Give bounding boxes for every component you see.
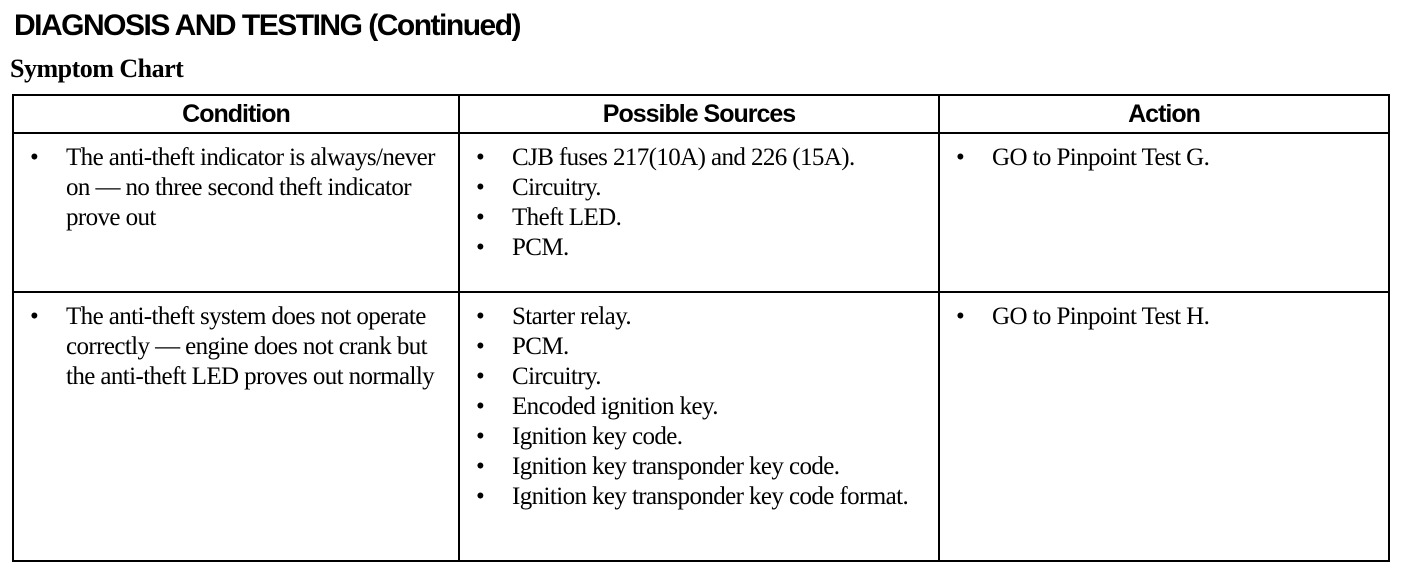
list-item: • Circuitry. bbox=[468, 173, 932, 203]
symptom-chart-table bbox=[12, 94, 1390, 562]
list-item: • Encoded ignition key. bbox=[468, 392, 932, 422]
symptom-chart-title: Symptom Chart bbox=[10, 54, 184, 83]
possible-sources-list bbox=[468, 302, 932, 512]
possible-sources-list bbox=[468, 143, 932, 263]
list-item: • Starter relay. bbox=[468, 302, 932, 332]
possible-sources-cell bbox=[459, 292, 939, 561]
list-item: • Ignition key code. bbox=[468, 422, 932, 452]
action-cell bbox=[939, 292, 1389, 561]
list-item: • Theft LED. bbox=[468, 203, 932, 233]
action-text: • GO to Pinpoint Test H. bbox=[948, 302, 1382, 332]
condition-cell bbox=[13, 133, 459, 292]
column-header-action: Action bbox=[939, 95, 1389, 133]
section-title: DIAGNOSIS AND TESTING (Continued) bbox=[14, 9, 521, 42]
list-item: • PCM. bbox=[468, 332, 932, 362]
list-item: • Ignition key transponder key code format. bbox=[468, 482, 932, 512]
action-cell bbox=[939, 133, 1389, 292]
column-header-possible-sources: Possible Sources bbox=[459, 95, 939, 133]
condition-text: • The anti-theft indicator is always/never on — no three second theft indicator prove out bbox=[22, 143, 452, 233]
list-item: • PCM. bbox=[468, 233, 932, 263]
list-item: • CJB fuses 217(10A) and 226 (15A). bbox=[468, 143, 932, 173]
condition-text: • The anti-theft system does not operate correctly — engine does not crank but the anti-theft LED proves out normally bbox=[22, 302, 452, 392]
condition-cell bbox=[13, 292, 459, 561]
column-header-condition: Condition bbox=[13, 95, 459, 133]
list-item: • Circuitry. bbox=[468, 362, 932, 392]
table-header-row bbox=[13, 95, 1389, 133]
table-row bbox=[13, 292, 1389, 561]
table-row bbox=[13, 133, 1389, 292]
list-item: • Ignition key transponder key code. bbox=[468, 452, 932, 482]
possible-sources-cell bbox=[459, 133, 939, 292]
action-text: • GO to Pinpoint Test G. bbox=[948, 143, 1382, 173]
